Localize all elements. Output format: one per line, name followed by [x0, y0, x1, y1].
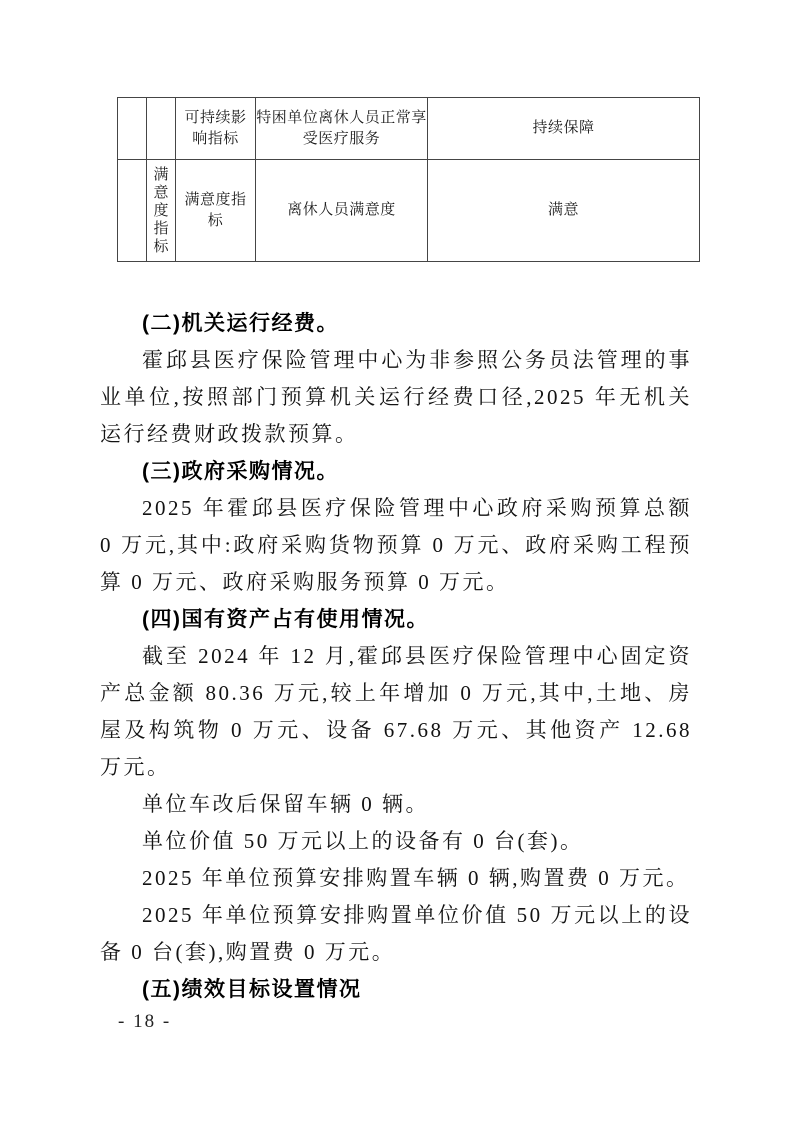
- paragraph: 单位价值 50 万元以上的设备有 0 台(套)。: [142, 829, 584, 853]
- page-number: - 18 -: [118, 1011, 172, 1032]
- document-body: [100, 305, 692, 1008]
- paragraph: 截至 2024 年 12 月,霍邱县医疗保险管理中心固定资产总金额 80.36 万元,较上年增加 0 万元,其中,土地、房屋及构筑物 0 万元、设备 67.68 万元、其他资产 12.68 万元。: [100, 644, 692, 779]
- table-cell-indicator-group: [147, 160, 176, 262]
- section-heading: (四)国有资产占有使用情况。: [142, 608, 429, 631]
- table-cell-indicator-value: 满意: [428, 160, 700, 262]
- table-row: [118, 98, 700, 160]
- paragraph: 单位车改后保留车辆 0 辆。: [142, 792, 429, 816]
- paragraph: 2025 年单位预算安排购置车辆 0 辆,购置费 0 万元。: [142, 866, 690, 890]
- vertical-group-label: 满意度指标: [153, 166, 169, 255]
- table-cell-empty: [147, 98, 176, 160]
- table-row: [118, 160, 700, 262]
- section-heading: (三)政府采购情况。: [142, 460, 339, 483]
- table-cell-indicator-name: 离休人员满意度: [256, 160, 428, 262]
- section-heading: (二)机关运行经费。: [142, 312, 339, 335]
- table-cell-indicator-category: 可持续影响指标: [176, 98, 256, 160]
- table-cell-empty: [118, 160, 147, 262]
- paragraph: 霍邱县医疗保险管理中心为非参照公务员法管理的事业单位,按照部门预算机关运行经费口径,2025 年无机关运行经费财政拨款预算。: [100, 348, 692, 446]
- table-cell-indicator-name: 特困单位离休人员正常享受医疗服务: [256, 98, 428, 160]
- performance-indicator-table: [117, 97, 700, 262]
- section-heading: (五)绩效目标设置情况: [142, 978, 362, 1001]
- table-cell-indicator-value: 持续保障: [428, 98, 700, 160]
- paragraph: 2025 年单位预算安排购置单位价值 50 万元以上的设备 0 台(套),购置费 0 万元。: [100, 903, 692, 964]
- table-cell-empty: [118, 98, 147, 160]
- table-cell-indicator-category: 满意度指标: [176, 160, 256, 262]
- paragraph: 2025 年霍邱县医疗保险管理中心政府采购预算总额 0 万元,其中:政府采购货物预算 0 万元、政府采购工程预算 0 万元、政府采购服务预算 0 万元。: [100, 496, 692, 594]
